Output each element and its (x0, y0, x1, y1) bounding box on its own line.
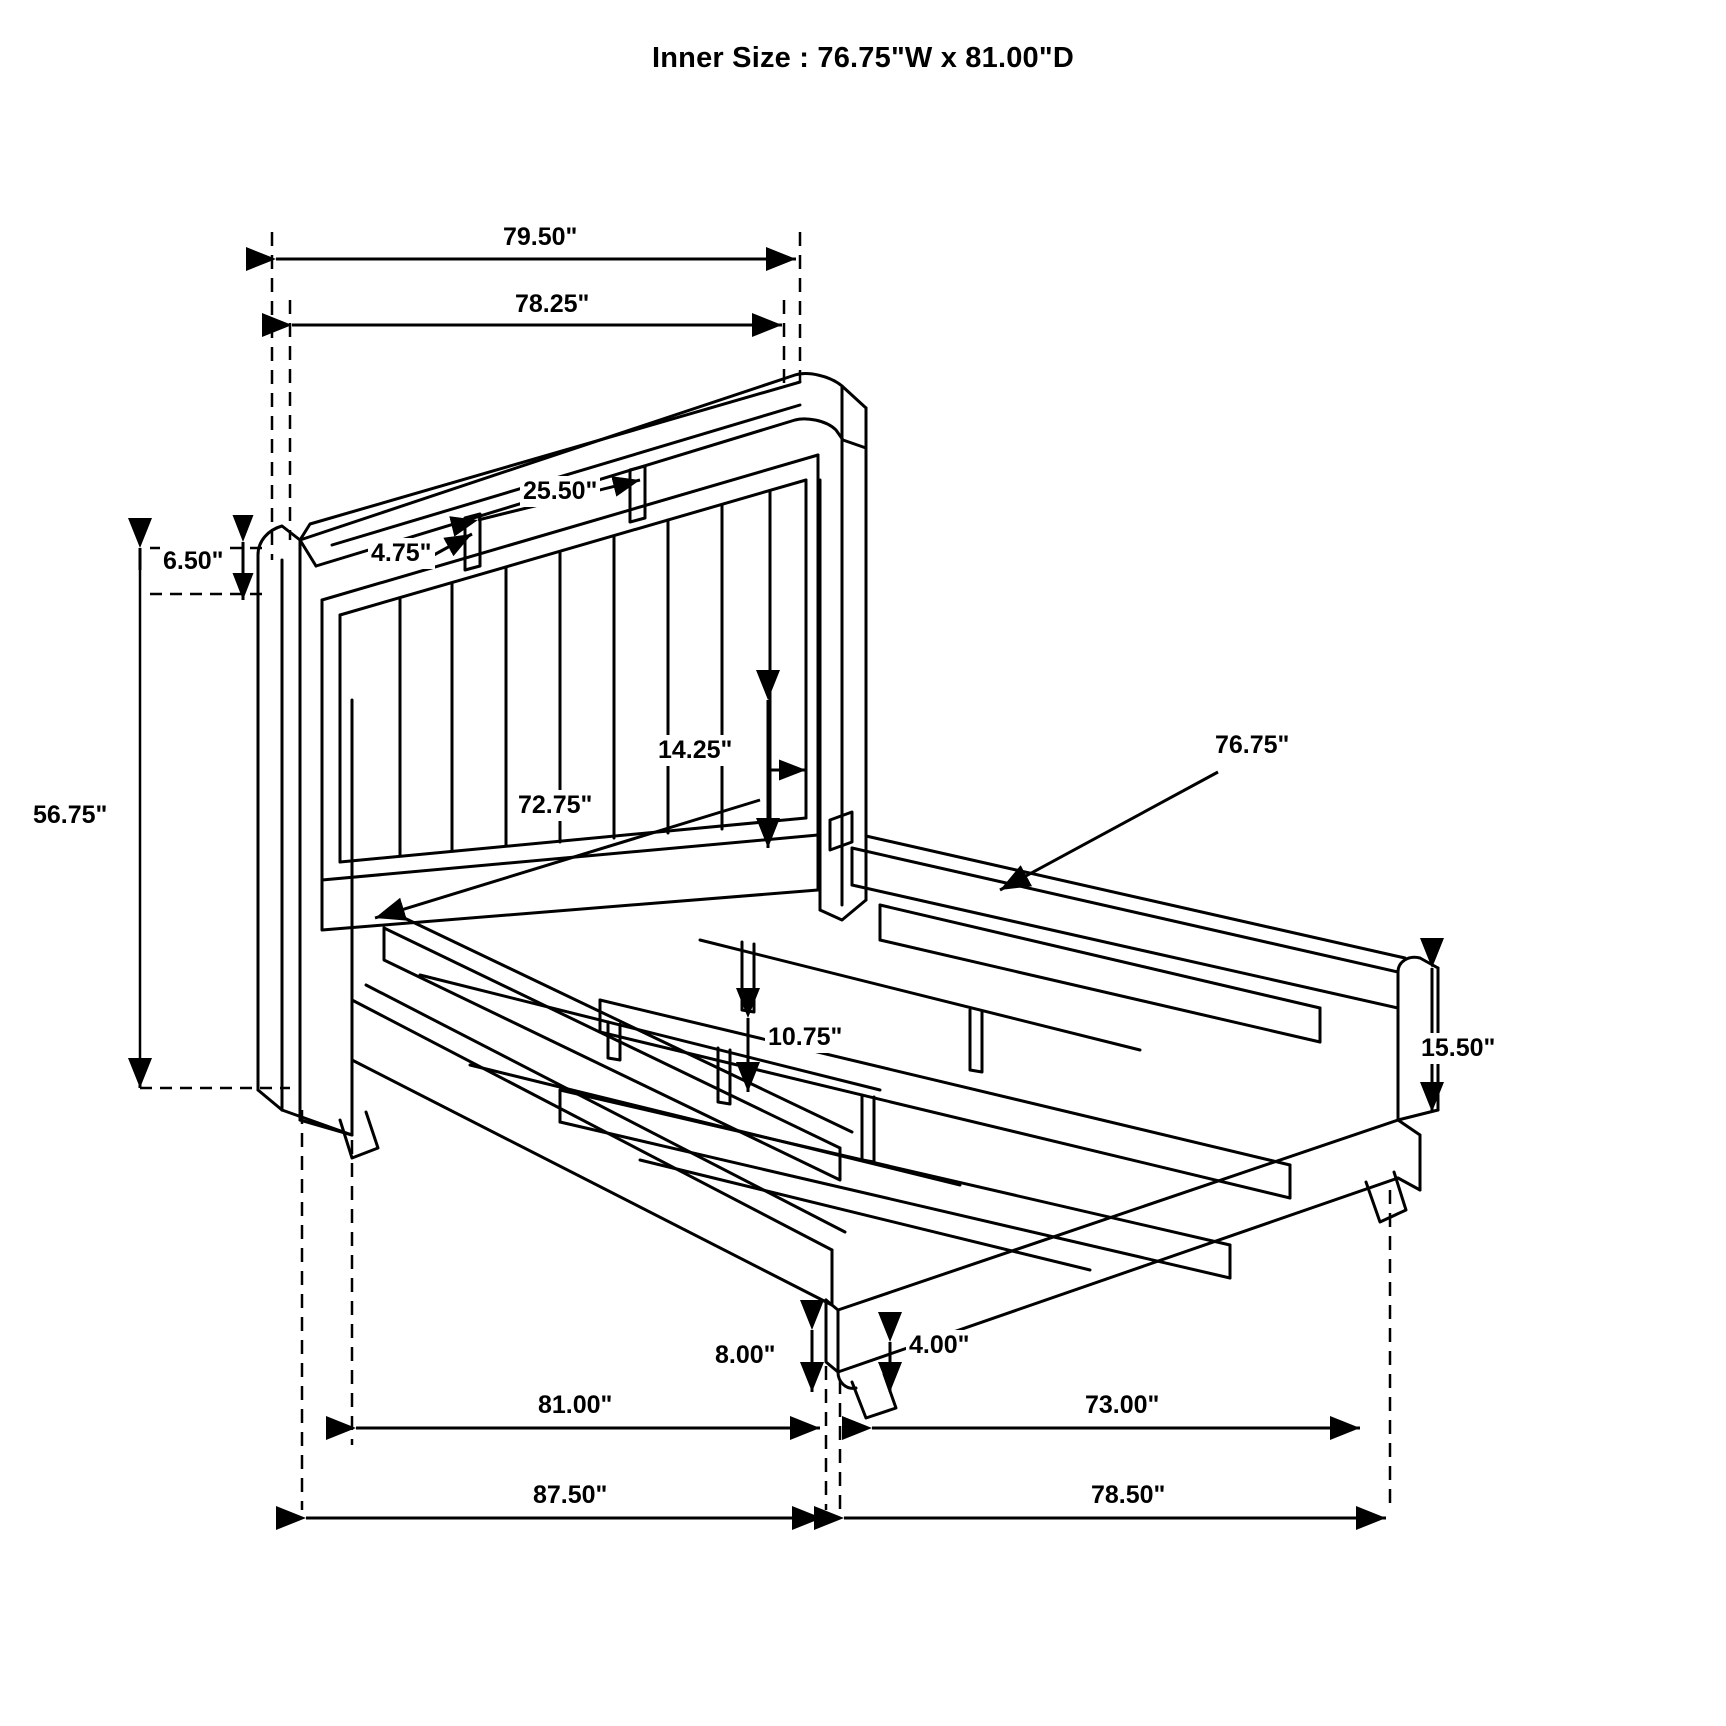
page-title: Inner Size : 76.75"W x 81.00"D (652, 42, 1074, 74)
dimension-label-81-00: 81.00" (535, 1390, 615, 1421)
dimension-label-8-00: 8.00" (712, 1340, 779, 1371)
dimension-label-10-75: 10.75" (765, 1022, 845, 1053)
dimension-label-4-00: 4.00" (906, 1330, 973, 1361)
dimension-label-87-50: 87.50" (530, 1480, 610, 1511)
dimension-label-14-25: 14.25" (655, 735, 735, 766)
dimension-label-56-75: 56.75" (30, 800, 110, 831)
dimension-label-73-00: 73.00" (1082, 1390, 1162, 1421)
dimension-label-4-75: 4.75" (368, 538, 435, 569)
dimension-label-78-25: 78.25" (512, 289, 592, 320)
dimension-label-76-75: 76.75" (1212, 730, 1292, 761)
dimension-label-25-50: 25.50" (520, 476, 600, 507)
dimension-label-15-50: 15.50" (1418, 1033, 1498, 1064)
dimension-label-79-50: 79.50" (500, 222, 580, 253)
dimension-label-78-50: 78.50" (1088, 1480, 1168, 1511)
dimension-label-6-50: 6.50" (160, 546, 227, 577)
dimension-label-72-75: 72.75" (515, 790, 595, 821)
